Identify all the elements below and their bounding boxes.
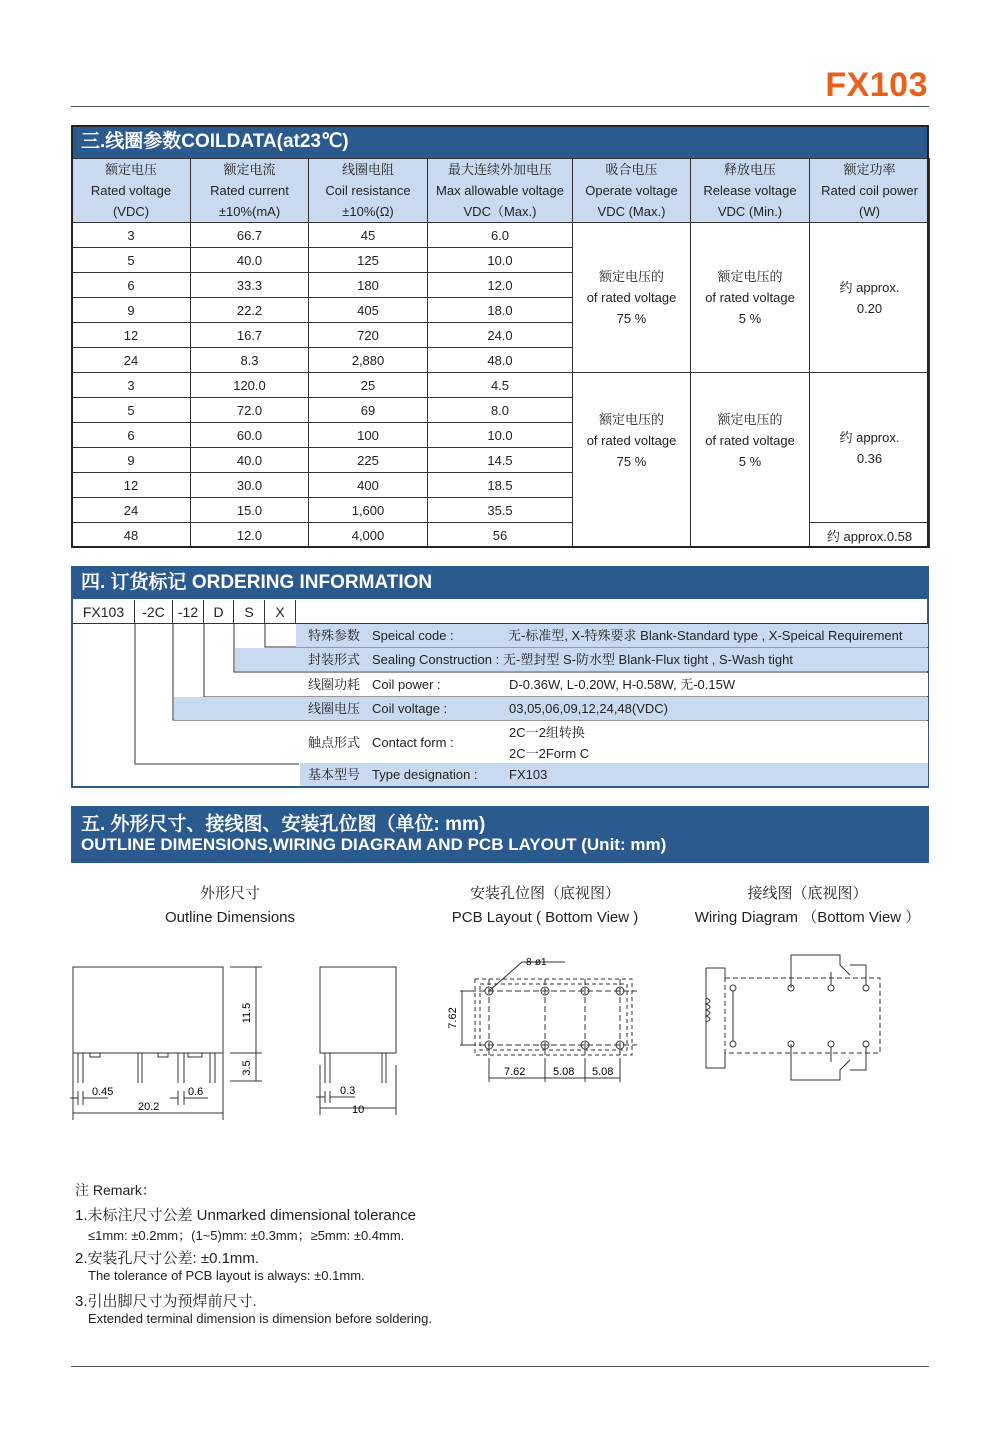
coil-power2-cell: 约 approx. 0.36 [810,373,930,523]
dim-pcb-c: 5.08 [592,1066,614,1078]
coil-row: 3 120.0 25 4.5 额定电压的 of rated voltage 75 % 额定电压的 of rated voltage 5 % 约 approx. 0.36 [72,373,930,398]
dim-pin-height: 3.5 [241,1060,253,1076]
coil-row: 12 16.7 720 24.0 [72,323,930,348]
code-contact: -2C [135,600,173,624]
coil-row: 9 40.0 225 14.5 [72,448,930,473]
coil-header-6: 额定功率 Rated coil power (W) [810,159,930,223]
code-voltage: -12 [173,600,204,624]
remark-2: 2.安装孔尺寸公差: ±0.1mm. [75,1250,260,1267]
coil-row: 6 60.0 100 10.0 [72,423,930,448]
dim-pcb-height: 7.62 [447,1007,459,1029]
coil-row: 3 66.7 45 6.0 额定电压的 of rated voltage 75 % 额定电压的 of rated voltage 5 % 约 approx. 0.20 [72,223,930,248]
dim-width: 10 [352,1104,365,1116]
coil-header-1: 额定电流 Rated current ±10%(mA) [191,159,309,223]
code-sealing: S [234,600,265,624]
ordering-row-power: 线圈功耗 Coil power : D-0.36W, L-0.20W, H-0.58W, 无-0.15W [205,673,928,696]
coil-header-5: 释放电压 Release voltage VDC (Min.) [691,159,810,223]
coil-row: 24 15.0 1,600 35.5 [72,498,930,523]
coil-row: 12 30.0 400 18.5 [72,473,930,498]
dim-pin1: 0.45 [92,1086,114,1098]
coil-release-cell: 额定电压的 of rated voltage 5 % [691,223,810,373]
caption-wiring: 接线图（底视图） Wiring Diagram （Bottom View ） [694,885,921,926]
remark-3: 3.引出脚尺寸为预焊前尺寸. [75,1293,257,1310]
model-title: FX103 [825,66,928,104]
ordering-row-contact: 触点形式 Contact form : 2C一2组转换 2C一2Form C [136,721,928,763]
code-model: FX103 [73,600,135,624]
outline-title-en: OUTLINE DIMENSIONS,WIRING DIAGRAM AND PCB LAYOUT (Unit: mm) [81,835,667,854]
coil-operate-cell: 额定电压的 of rated voltage 75 % [573,223,691,373]
coil-row: 24 8.3 2,880 48.0 [72,348,930,373]
coil-row: 48 12.0 4,000 56 约 approx.0.58 [72,523,930,548]
coil-power3-cell: 约 approx.0.58 [810,523,930,548]
coil-row: 5 40.0 125 10.0 [72,248,930,273]
remark-head: 注 Remark： [75,1182,156,1198]
ordering-row-sealing: 封装形式 Sealing Construction : 无-塑封型 S-防水型 Blank-Flux tight , S-Wash tight [235,648,928,671]
dim-pin3: 0.3 [340,1085,356,1097]
coil-header-3: 最大连续外加电压 Max allowable voltage VDC（Max.) [428,159,573,223]
remark-3b: Extended terminal dimension is dimension before soldering. [88,1311,432,1326]
dim-pin2: 0.6 [188,1086,204,1098]
coil-data-table [71,158,930,548]
coil-header-2: 线圈电阻 Coil resistance ±10%(Ω) [309,159,428,223]
remark-2b: The tolerance of PCB layout is always: ±0.1mm. [88,1268,365,1283]
ordering-row-type: 基本型号 Type designation : FX103 [300,763,928,786]
wiring-diagram-drawing [700,950,900,1085]
outline-title-cn: 五. 外形尺寸、接线图、安装孔位图（单位: mm) [81,814,486,835]
ordering-row-voltage: 线圈电压 Coil voltage : 03,05,06,09,12,24,48(VDC) [174,697,928,720]
dim-length: 20.2 [138,1101,160,1113]
code-special: X [265,600,296,624]
coil-header-0: 额定电压 Rated voltage (VDC) [72,159,191,223]
dim-holes: 8-ø1 [526,957,547,968]
dim-pcb-b: 5.08 [553,1066,575,1078]
outline-side-drawing [60,955,280,1125]
code-power: D [204,600,234,624]
ordering-section-title: 四. 订货标记 ORDERING INFORMATION [71,567,929,599]
ordering-row-special: 特殊参数 Speical code : 无-标准型, X-特殊要求 Blank-Standard type , X-Speical Requirement [296,624,928,647]
remark-1: 1.未标注尺寸公差 Unmarked dimensional tolerance [75,1207,416,1224]
coil-row: 5 72.0 69 8.0 [72,398,930,423]
dim-height: 11.5 [241,1002,253,1024]
coil-body [72,223,930,548]
top-rule [71,106,929,107]
coil-operate-cell: 额定电压的 of rated voltage 75 % [573,373,691,548]
caption-outline: 外形尺寸 Outline Dimensions [164,885,296,926]
coil-power1-cell: 约 approx. 0.20 [810,223,930,373]
bottom-rule [71,1366,929,1367]
outline-section-title [71,806,929,863]
coil-header-4: 吸合电压 Operate voltage VDC (Max.) [573,159,691,223]
outline-end-drawing [310,955,420,1125]
coil-row: 9 22.2 405 18.0 [72,298,930,323]
coil-header-row [72,159,930,223]
pcb-layout-drawing [440,950,645,1085]
coil-row: 6 33.3 180 12.0 [72,273,930,298]
coil-release-cell: 额定电压的 of rated voltage 5 % [691,373,810,548]
caption-pcb: 安装孔位图（底视图） PCB Layout ( Bottom View ) [451,885,639,926]
coil-section-title: 三.线圈参数COILDATA(at23℃) [71,126,929,158]
dim-pcb-a: 7.62 [504,1066,526,1078]
remark-1b: ≤1mm: ±0.2mm；(1~5)mm: ±0.3mm；≥5mm: ±0.4mm. [88,1228,405,1243]
